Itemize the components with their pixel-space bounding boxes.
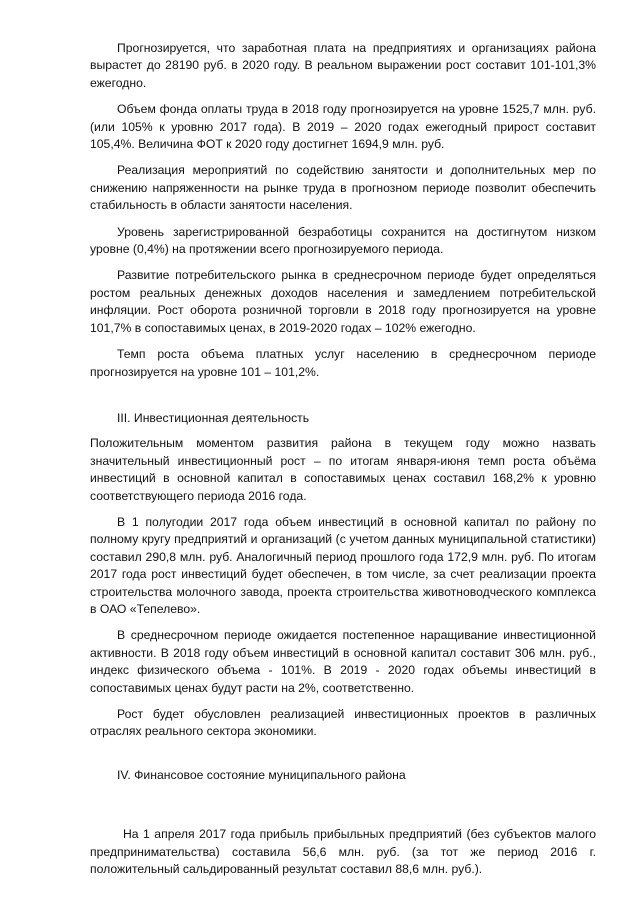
paragraph-unemployment-level: Уровень зарегистрированной безработицы сохранится на достигнутом низком уровне (0,4%) на протяжении всего прогнозируемого периода. [90, 224, 596, 257]
paragraph-profit: На 1 апреля 2017 года прибыль прибыльных предприятий (без субъектов малого предпринимательства) составила 56,6 млн. руб. (за тот же период 2016 г. положительный сальдированный результат составил 88,6 млн. руб.). [90, 827, 596, 877]
paragraph-investment-projects: Рост будет обусловлен реализацией инвестиционных проектов в различных отраслях реального сектора экономики. [90, 707, 596, 739]
paragraph-employment-measures: Реализация мероприятий по содействию занятости и дополнительных мер по снижению напряженности на рынке труда в прогнозном периоде позволит обеспечить стабильность в области занятости населения. [90, 163, 596, 213]
paragraph-consumer-market: Развитие потребительского рынка в среднесрочном периоде будет определяться ростом реальных денежных доходов населения и замедлением потребительской инфляции. Рост оборота розничной торговли в 2018 году прогнозируется на уровне 101,7% в сопоставимых ценах, в 2019-2020 годах – 102% ежегодно. [90, 268, 596, 335]
paragraph-salary-forecast: Прогнозируется, что заработная плата на предприятиях и организациях района вырастет до 28190 руб. в 2020 году. В реальном выражении рост составит 101-101,3% ежегодно. [90, 41, 596, 90]
paragraph-paid-services: Темп роста объема платных услуг населению в среднесрочном периоде прогнозируется на уровне 101 – 101,2%. [90, 347, 596, 379]
paragraph-investment-growth: Положительным моментом развития района в текущем году можно назвать значительный инвестиционный рост – по итогам января-июня темп роста объёма инвестиций в основной капитал в сопоставимых ценах составил 168,2% к уровню соответствующего периода 2016 года. [90, 436, 596, 503]
paragraph-payroll-fund: Объем фонда оплаты труда в 2018 году прогнозируется на уровне 1525,7 млн. руб. (или 105% к уровню 2017 года). В 2019 – 2020 годах ежегодный прирост составит 105,4%. Величина ФОТ к 2020 году достигнет 1694,9 млн. руб. [90, 102, 596, 152]
document-page [90, 40, 596, 887]
heading-finance: IV. Финансовое состояние муниципального района [117, 767, 406, 782]
paragraph-investment-midterm: В среднесрочном периоде ожидается постепенное наращивание инвестиционной активности. В 2018 году объем инвестиций в основной капитал составит 306 млн. руб., индекс физического объема - 101%. В 2019 - 2020 годах объемы инвестиций в сопоставимых ценах будут расти на 2%, соответственно. [90, 628, 596, 695]
heading-investment: III. Инвестиционная деятельность [117, 410, 310, 425]
paragraph-investment-half-year: В 1 полугодии 2017 года объем инвестиций в основной капитал по району по полному кругу предприятий и организаций (с учетом данных муниципальной статистики) составил 290,8 млн. руб. Аналогичный период прошлого года 172,9 млн. руб. По итогам 2017 года рост инвестиций будет обеспечен, в том числе, за счет реализации проекта строительства молочного завода, проекта строительства животноводческого комплекса в ОАО «Тепелево». [90, 514, 596, 616]
